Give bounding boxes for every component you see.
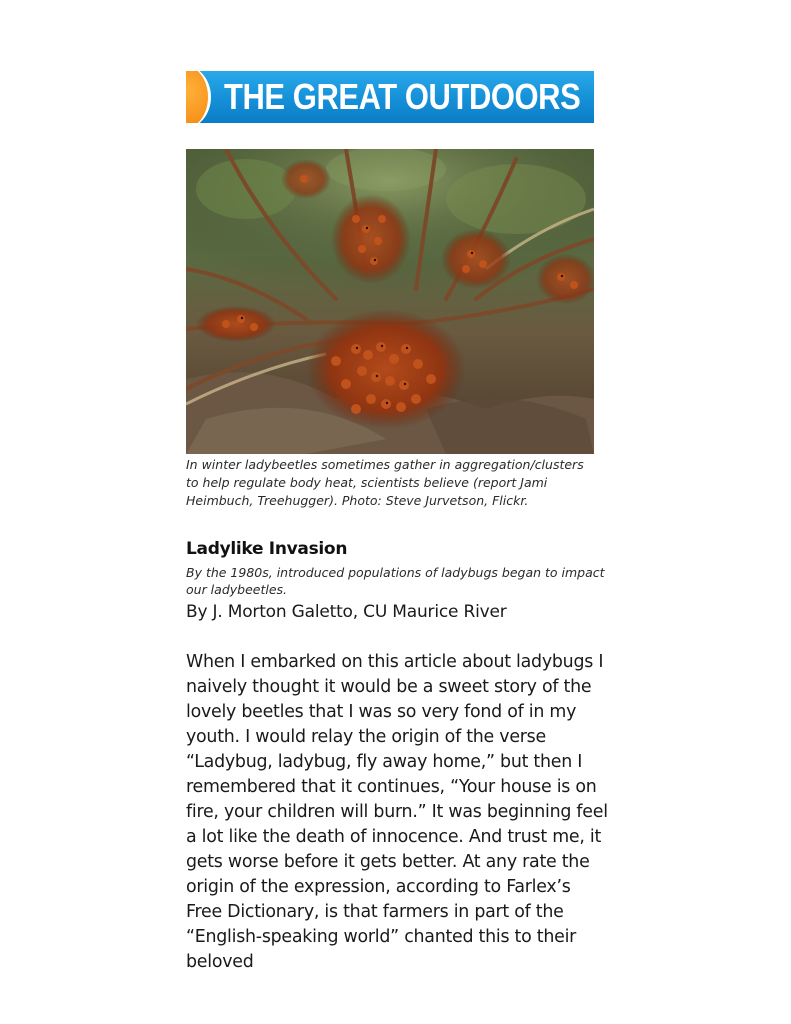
photo-caption: In winter ladybeetles sometimes gather in aggregation/clusters to help regulate body heat, scientists believe (report Jami Heimbuch, Treehugger). Photo: Steve Jurvetson, Flickr. bbox=[186, 457, 584, 508]
article-subhead: By the 1980s, introduced populations of ladybugs began to impact our ladybeetles. bbox=[186, 565, 605, 597]
article-headline: Ladylike Invasion bbox=[186, 539, 348, 559]
article-body: When I embarked on this article about ladybugs I naively thought it would be a sweet story of the lovely beetles that I was so very fond of in my youth. I would relay the origin of the verse “Ladybug, ladybug, fly away home,” but then I remembered that it continues, “Your house is on fire, your children will burn.” It was beginning feel a lot like the death of innocence. And trust me, it gets worse before it gets better. At any rate the origin of the expression, according to Farlex’s Free Dictionary, is that farmers in part of the “English-speaking world” chanted this to their beloved bbox=[186, 652, 608, 972]
banner-orange-accent bbox=[186, 71, 211, 123]
ladybeetle-photo bbox=[186, 149, 594, 454]
section-banner bbox=[186, 71, 594, 123]
banner-title: THE GREAT OUTDOORS bbox=[224, 76, 581, 117]
article-byline: By J. Morton Galetto, CU Maurice River bbox=[186, 602, 507, 622]
